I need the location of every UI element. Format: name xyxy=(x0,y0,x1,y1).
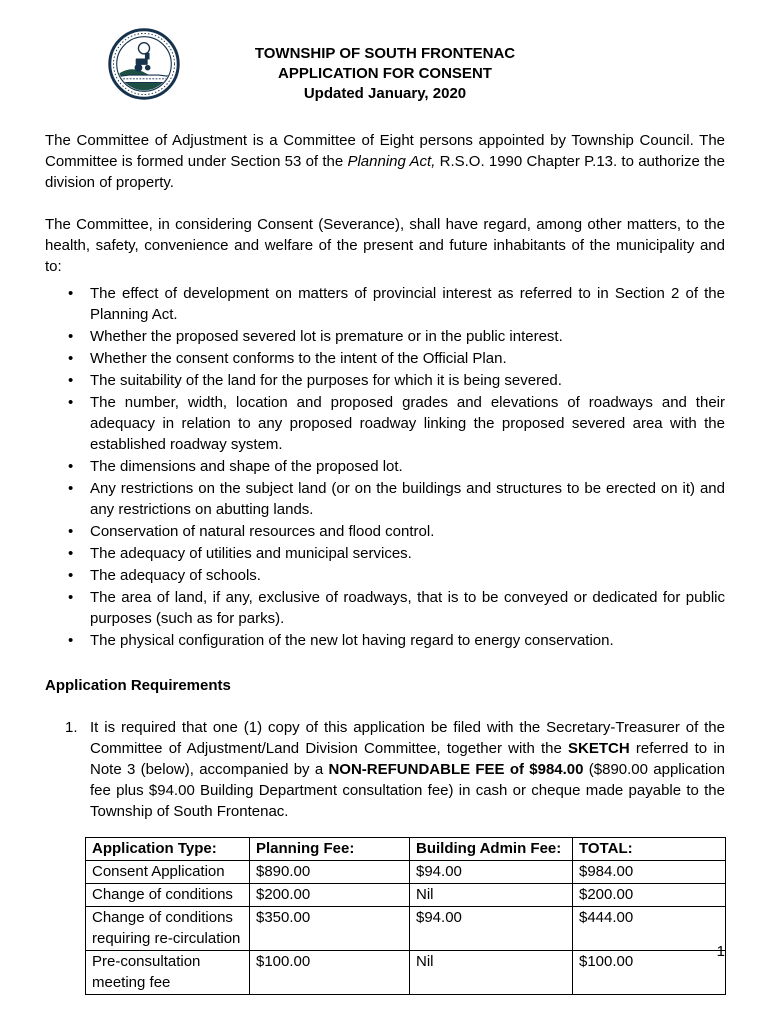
bullet-item: • Any restrictions on the subject land (or on the buildings and structures to be erected on it) and any restrictions on abutting lands. xyxy=(45,478,725,520)
consideration-bullet-list xyxy=(45,283,725,651)
document-title: TOWNSHIP OF SOUTH FRONTENAC xyxy=(254,45,516,62)
table-cell: $984.00 xyxy=(573,861,726,884)
table-cell: Change of conditions requiring re-circulation xyxy=(86,907,250,951)
table-row xyxy=(86,884,726,907)
section-heading-application-requirements: Application Requirements xyxy=(45,677,231,694)
fee-table-header-row xyxy=(86,838,726,861)
table-cell: $94.00 xyxy=(410,907,573,951)
page-number: 1 xyxy=(716,943,725,960)
bullet-item: • The effect of development on matters of provincial interest as referred to in Section 2 of the Planning Act. xyxy=(45,283,725,325)
bullet-item: • The suitability of the land for the purposes for which it is being severed. xyxy=(45,370,725,391)
bullet-item: • The dimensions and shape of the proposed lot. xyxy=(45,456,725,477)
table-cell: $444.00 xyxy=(573,907,726,951)
table-row xyxy=(86,907,726,951)
table-cell: $350.00 xyxy=(250,907,410,951)
bullet-item: • The adequacy of utilities and municipal services. xyxy=(45,543,725,564)
document-updated-date: Updated January, 2020 xyxy=(303,85,467,102)
bullet-item: • Conservation of natural resources and flood control. xyxy=(45,521,725,542)
table-header-cell: Planning Fee: xyxy=(250,838,410,861)
sketch-bold: SKETCH xyxy=(568,740,630,757)
table-cell: $94.00 xyxy=(410,861,573,884)
document-header xyxy=(45,24,725,114)
document-subtitle: APPLICATION FOR CONSENT xyxy=(278,65,492,82)
item-number: 1. xyxy=(65,719,78,736)
intro-paragraph-2: The Committee, in considering Consent (Severance), shall have regard, among other matters, to the health, safety, convenience and welfare of the present and future inhabitants of the municipality and to: xyxy=(45,216,725,275)
bullet-item: • The physical configuration of the new lot having regard to energy conservation. xyxy=(45,630,725,651)
table-cell: $200.00 xyxy=(573,884,726,907)
table-header-cell: TOTAL: xyxy=(573,838,726,861)
table-row xyxy=(86,861,726,884)
intro-paragraph-1 xyxy=(45,130,725,193)
bullet-item: • Whether the consent conforms to the intent of the Official Plan. xyxy=(45,348,725,369)
table-cell: $100.00 xyxy=(250,951,410,995)
table-cell: Pre-consultation meeting fee xyxy=(86,951,250,995)
table-cell: $200.00 xyxy=(250,884,410,907)
seal-icon xyxy=(107,24,181,104)
fee-table xyxy=(85,837,726,995)
paragraph-text-segment: It is required that one (1) copy of this application be filed with the Secretary-Treasurer of the Committee of Adjustment/Land Division Committee, together with the xyxy=(90,719,725,757)
bullet-item: • Whether the proposed severed lot is premature or in the public interest. xyxy=(45,326,725,347)
table-cell: $100.00 xyxy=(573,951,726,995)
table-header-cell: Building Admin Fee: xyxy=(410,838,573,861)
paragraph-text-segment: R.S.O. 1990 Chapter P.13. to authorize the division of property. xyxy=(45,153,725,191)
table-header-cell: Application Type: xyxy=(86,838,250,861)
fee-bold: NON-REFUNDABLE FEE of $984.00 xyxy=(328,761,584,778)
bullet-item: • The area of land, if any, exclusive of roadways, that is to be conveyed or dedicated for public purposes (such as for parks). xyxy=(45,587,725,629)
paragraph-text-segment: referred to in Note 3 (below), accompanied by a xyxy=(90,740,725,778)
paragraph-text-segment: The Committee of Adjustment is a Committee of Eight persons appointed by Township Council. The Committee is formed under Section 53 of the xyxy=(45,132,725,170)
requirement-item-1 xyxy=(45,717,725,822)
planning-act-italic: Planning Act, xyxy=(347,153,436,170)
item-text xyxy=(90,717,725,822)
bullet-item: • The number, width, location and proposed grades and elevations of roadways and their adequacy in relation to any proposed roadway linking the proposed severed area with the established roadway system. xyxy=(45,392,725,455)
township-seal-logo xyxy=(107,24,181,106)
table-cell: $890.00 xyxy=(250,861,410,884)
table-cell: Nil xyxy=(410,884,573,907)
table-cell: Consent Application xyxy=(86,861,250,884)
paragraph-text-segment: ($890.00 application fee plus $94.00 Building Department consultation fee) in cash or cheque made payable to the Township of South Frontenac. xyxy=(90,761,725,820)
table-cell: Nil xyxy=(410,951,573,995)
bullet-item: • The adequacy of schools. xyxy=(45,565,725,586)
table-cell: Change of conditions xyxy=(86,884,250,907)
table-row xyxy=(86,951,726,995)
